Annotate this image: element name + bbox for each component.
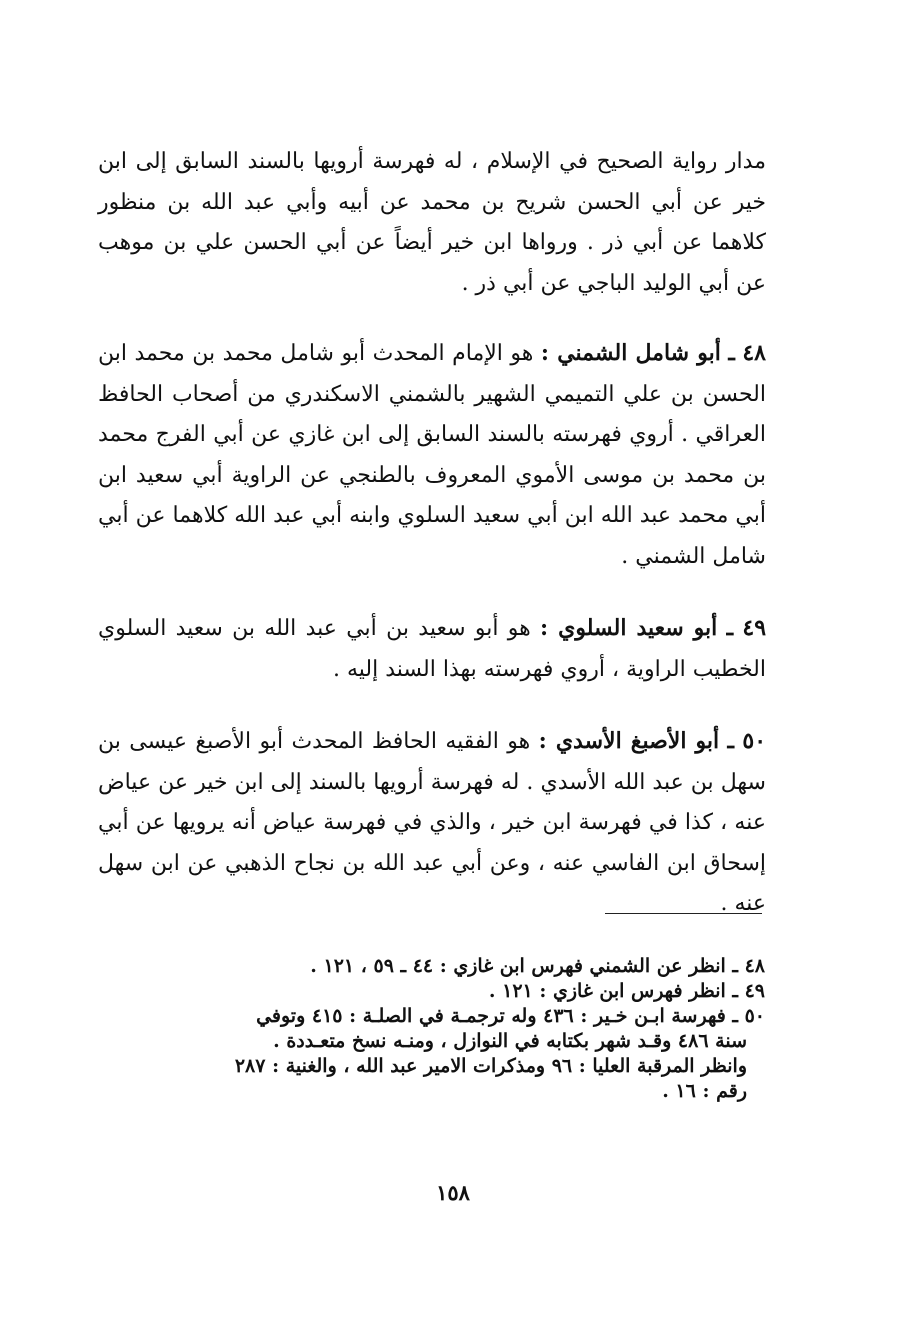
entry-number: ٤٩ <box>742 615 767 641</box>
entry-title: أبو سعيد السلوي : <box>540 615 718 641</box>
main-text <box>98 142 766 956</box>
entry-text: هو أبو سعيد بن أبي عبد الله بن سعيد السلوي الخطيب الراوية ، أروي فهرسته بهذا السند إليه . <box>98 616 766 682</box>
entry-dash: ـ <box>726 615 734 641</box>
footnote-50-continuation-line: وانظر المرقبة العليا : ٩٦ ومذكرات الامير عبد الله ، والغنية : ٢٨٧ <box>234 1055 747 1077</box>
entry-49 <box>98 608 766 690</box>
entry-48 <box>98 333 766 577</box>
entry-50 <box>98 721 766 925</box>
footnotes <box>150 954 765 1104</box>
footnote-separator <box>605 913 762 914</box>
footnote-50-continuation-line: رقم : ١٦ . <box>662 1080 747 1102</box>
entry-text: هو الفقيه الحافظ المحدث أبو الأصبغ عيسى بن سهل بن عبد الله الأسدي . له فهرسة أرويها بالسند إلى ابن خير عن عياض عنه ، كذا في فهرسة ابن خير ، والذي في فهرسة عياض أنه يرويها عن أبي إسحاق ابن الفاسي عنه ، وعن أبي عبد الله بن نجاح الذهبي عن ابن سهل عنه . <box>98 729 766 916</box>
footnote-49: ٤٩ ـ انظر فهرس ابن غازي : ١٢١ . <box>488 980 765 1002</box>
entry-title: أبو شامل الشمني : <box>540 340 721 366</box>
entry-text: هو الإمام المحدث أبو شامل محمد بن محمد ابن الحسن بن علي التميمي الشهير بالشمني الاسكندري من أصحاب الحافظ العراقي . أروي فهرسته بالسند السابق إلى ابن غازي عن أبي الفرج محمد بن محمد بن موسى الأموي المعروف بالطنجي عن الراوية أبي سعيد ابن أبي محمد عبد الله ابن أبي سعيد السلوي وابنه أبي عبد الله كلاهما عن أبي شامل الشمني . <box>98 341 766 569</box>
footnote-48: ٤٨ ـ انظر عن الشمني فهرس ابن غازي : ٤٤ ـ ٥٩ ، ١٢١ . <box>310 955 765 977</box>
entry-title: أبو الأصبغ الأسدي : <box>538 728 720 754</box>
entry-number: ٥٠ <box>742 728 767 754</box>
intro-paragraph: مدار رواية الصحيح في الإسلام ، له فهرسة أرويها بالسند السابق إلى ابن خير عن أبي الحسن شريح بن محمد عن أبيه وأبي عبد الله بن منظور كلاهما عن أبي ذر . ورواها ابن خير أيضاً عن أبي الحسن علي بن موهب عن أبي الوليد الباجي عن أبي ذر . <box>98 149 766 296</box>
footnote-50-continuation-line: سنة ٤٨٦ وقـد شهر بكتابه في النوازل ، ومنـه نسخ متعـددة . <box>273 1030 747 1052</box>
footnote-50: ٥٠ ـ فهرسة ابـن خـير : ٤٣٦ وله ترجمـة في الصلـة : ٤١٥ وتوفي <box>256 1005 765 1027</box>
page-number: ١٥٨ <box>436 1180 470 1205</box>
entry-dash: ـ <box>727 728 734 754</box>
entry-dash: ـ <box>728 340 735 366</box>
entry-number: ٤٨ <box>742 340 766 366</box>
